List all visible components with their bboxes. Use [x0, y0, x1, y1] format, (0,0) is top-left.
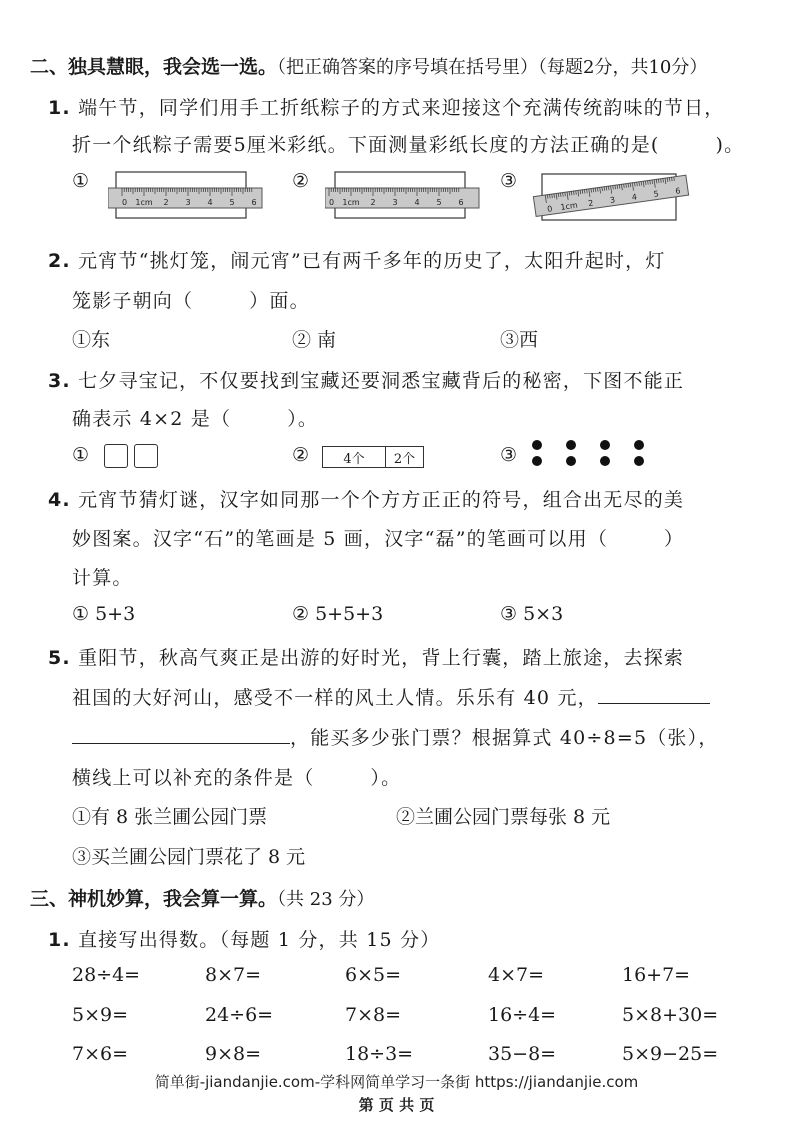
- q2-option-3[interactable]: ③西: [500, 329, 539, 351]
- section-3-head: 三、神机妙算，我会算一算。: [30, 888, 278, 910]
- ruler-tick-label: 3: [609, 195, 616, 205]
- q4-number: 4.: [48, 489, 71, 511]
- q5-line3: [72, 723, 719, 750]
- calc-item[interactable]: 8×7=: [205, 964, 262, 986]
- dot-shape: [532, 440, 542, 450]
- q1-line2: [72, 130, 744, 157]
- q4-text-2a: 妙图案。汉字“石”的笔画是 5 画，汉字“磊”的笔画可以用（: [72, 528, 609, 550]
- q2-line1: [48, 246, 666, 273]
- ruler-tick-label: 6: [458, 198, 464, 207]
- q3-number: 3.: [48, 370, 71, 392]
- calc-item[interactable]: 4×7=: [488, 964, 545, 986]
- ruler-tick-label: 5: [436, 198, 442, 207]
- section-3-note: （共 23 分）: [277, 889, 375, 910]
- footer-page: 第 页 共 页: [358, 1096, 435, 1114]
- q3-option-2[interactable]: ②: [292, 444, 310, 466]
- ruler-tick-label: 0: [122, 198, 128, 207]
- calc-item[interactable]: 5×9=: [72, 1004, 129, 1026]
- square-shape: [134, 444, 158, 468]
- q1-text-1: 端午节，同学们用手工折纸粽子的方式来迎接这个充满传统韵味的节日，: [78, 97, 725, 119]
- q3-text-2a: 确表示 4×2 是（: [72, 408, 232, 430]
- ruler-tick-label: 1cm: [342, 198, 360, 207]
- ruler-tick-label: 6: [674, 186, 682, 196]
- ruler-tick-label: 4: [414, 198, 420, 207]
- q5-line1: [48, 643, 684, 670]
- q1-line1: [48, 93, 725, 120]
- calc-item[interactable]: 6×5=: [345, 964, 402, 986]
- dot-shape: [600, 456, 610, 466]
- q5-option-3[interactable]: ③买兰圃公园门票花了 8 元: [72, 846, 306, 868]
- calc-item[interactable]: 5×8+30=: [622, 1004, 719, 1026]
- calc-item[interactable]: 7×8=: [345, 1004, 402, 1026]
- q3-figure-bar: [322, 446, 424, 468]
- q3-line1: [48, 366, 684, 393]
- q2-text-2b: ）面。: [249, 290, 310, 312]
- square-shape: [104, 444, 128, 468]
- q5-text-1: 重阳节，秋高气爽正是出游的好时光，背上行囊，踏上旅途，去探索: [78, 647, 685, 669]
- q5-line2: [72, 683, 710, 710]
- calc-item[interactable]: 16÷4=: [488, 1004, 557, 1026]
- q4-option-2[interactable]: ② 5+5+3: [292, 603, 384, 625]
- calc-item[interactable]: 18÷3=: [345, 1043, 414, 1065]
- ruler-tick-label: 4: [631, 192, 638, 202]
- q2-number: 2.: [48, 250, 71, 272]
- ruler-tick-label: 0: [546, 204, 553, 214]
- q4-text-1: 元宵节猜灯谜，汉字如同那一个个方方正正的符号，组合出无尽的美: [78, 489, 685, 511]
- ruler-tick-label: 2: [163, 198, 169, 207]
- q4-line1: [48, 485, 684, 512]
- bar-segment-label: 4个: [323, 447, 386, 467]
- dot-shape: [566, 440, 576, 450]
- calc-item[interactable]: 24÷6=: [205, 1004, 274, 1026]
- q2-text-1: 元宵节“挑灯笼，闹元宵”已有两千多年的历史了，太阳升起时，灯: [78, 250, 666, 272]
- s3-q1-text: 直接写出得数。（每题 1 分，共 15 分）: [78, 929, 441, 951]
- ruler-tick-label: 6: [251, 198, 257, 207]
- q1-figure-1: [108, 166, 264, 222]
- q2-line2: [72, 286, 310, 313]
- ruler-tick-label: 3: [392, 198, 398, 207]
- ruler-tick-label: 4: [207, 198, 213, 207]
- q1-text-2b: )。: [715, 134, 745, 156]
- ruler-tick-label: 5: [653, 189, 660, 199]
- q5-blank-1[interactable]: [598, 703, 710, 704]
- calc-item[interactable]: 16+7=: [622, 964, 691, 986]
- calc-item[interactable]: 28÷4=: [72, 964, 141, 986]
- ruler: [325, 188, 479, 208]
- q1-option-3[interactable]: ③: [500, 170, 518, 192]
- ruler-tick-label: 3: [185, 198, 191, 207]
- q5-option-2[interactable]: ②兰圃公园门票每张 8 元: [396, 806, 611, 828]
- q3-figure-dots: [532, 440, 652, 470]
- q5-blank-2[interactable]: [72, 743, 290, 744]
- q2-option-1[interactable]: ①东: [72, 329, 111, 351]
- q3-text-2b: ）。: [287, 408, 319, 430]
- q1-number: 1.: [48, 97, 71, 119]
- q5-option-1[interactable]: ①有 8 张兰圃公园门票: [72, 806, 268, 828]
- q4-line2: [72, 524, 684, 551]
- calc-item[interactable]: 9×8=: [205, 1043, 262, 1065]
- q5-line4: [72, 763, 401, 790]
- dot-shape: [566, 456, 576, 466]
- q3-option-1[interactable]: ①: [72, 444, 90, 466]
- q1-figure-3: [532, 162, 692, 224]
- q4-option-1[interactable]: ① 5+3: [72, 603, 136, 625]
- q2-text-2a: 笼影子朝向（: [72, 290, 194, 312]
- calc-item[interactable]: 7×6=: [72, 1043, 129, 1065]
- q4-line3: 计算。: [72, 567, 133, 589]
- section-3-title: [30, 884, 374, 911]
- q1-option-2[interactable]: ②: [292, 170, 310, 192]
- q1-figure-2: [325, 166, 481, 222]
- section-2-note: （把正确答案的序号填在括号里）（每题2分，共10分）: [277, 57, 708, 78]
- q3-line2: [72, 404, 318, 431]
- calc-item[interactable]: 35−8=: [488, 1043, 557, 1065]
- section-2-head: 二、独具慧眼，我会选一选。: [30, 56, 278, 78]
- s3-q1-number: 1.: [48, 929, 71, 951]
- calc-item[interactable]: 5×9−25=: [622, 1043, 719, 1065]
- dot-shape: [600, 440, 610, 450]
- q1-option-1[interactable]: ①: [72, 170, 90, 192]
- ruler: [108, 188, 262, 208]
- ruler-tick-label: 5: [229, 198, 235, 207]
- dot-shape: [634, 456, 644, 466]
- q5-text-2: 祖国的大好河山，感受不一样的风土人情。乐乐有 40 元，: [72, 687, 598, 709]
- ruler-tick-label: 0: [329, 198, 335, 207]
- q1-text-2a: 折一个纸粽子需要5厘米彩纸。下面测量彩纸长度的方法正确的是(: [72, 134, 660, 156]
- section-2-title: [30, 52, 707, 79]
- bar-segment-label: 2个: [393, 451, 416, 467]
- ruler-tick-label: 2: [587, 198, 594, 209]
- q3-figure-squares: [104, 444, 158, 468]
- q5-text-3: ，能买多少张门票？根据算式 40÷8=5（张），: [290, 727, 719, 749]
- dot-shape: [532, 456, 542, 466]
- ruler-tick-label: 2: [370, 198, 376, 207]
- q5-number: 5.: [48, 647, 71, 669]
- ruler-tick-label: 1cm: [559, 200, 579, 212]
- q3-option-3[interactable]: ③: [500, 444, 518, 466]
- q5-text-4b: ）。: [370, 767, 402, 789]
- ruler-tick-label: 1cm: [135, 198, 153, 207]
- footer-source: 简单街-jiandanjie.com-学科网简单学习一条街 https://jiandanjie.com: [154, 1073, 639, 1091]
- q4-text-2b: ）: [664, 528, 685, 550]
- q4-option-3[interactable]: ③ 5×3: [500, 603, 564, 625]
- dot-shape: [634, 440, 644, 450]
- q2-option-2[interactable]: ② 南: [292, 329, 337, 351]
- s3-q1-line: [48, 925, 440, 952]
- q3-text-1: 七夕寻宝记，不仅要找到宝藏还要洞悉宝藏背后的秘密，下图不能正: [78, 370, 685, 392]
- q5-text-4a: 横线上可以补充的条件是（: [72, 767, 315, 789]
